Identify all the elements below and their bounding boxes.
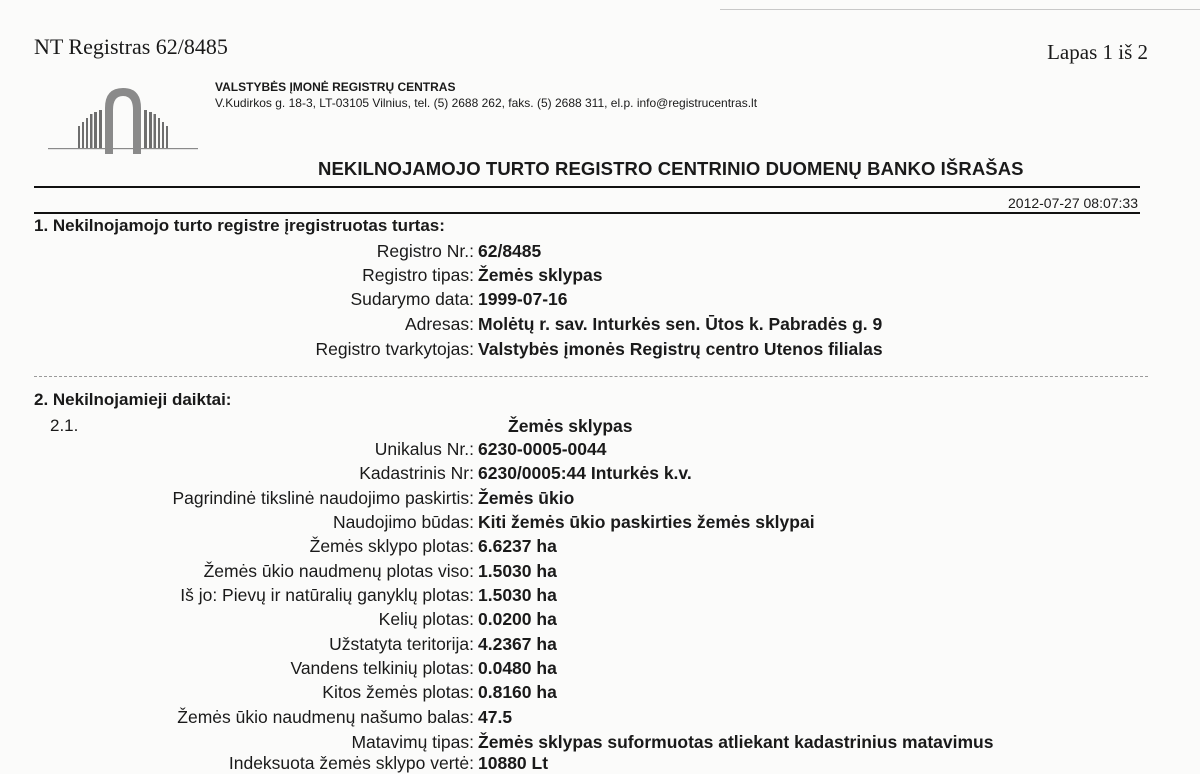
field-value: 10880 Lt xyxy=(478,753,549,773)
field-label: Užstatyta teritorija: xyxy=(329,634,474,654)
field-value: 6.6237 ha xyxy=(478,536,557,556)
field-row xyxy=(0,313,1200,335)
field-row xyxy=(0,633,1200,655)
organization-name: VALSTYBĖS ĮMONĖ REGISTRŲ CENTRAS xyxy=(215,80,456,94)
field-value: 6230/0005:44 Inturkės k.v. xyxy=(478,463,692,483)
field-row xyxy=(0,706,1200,728)
field-label: Žemės sklypo plotas: xyxy=(309,536,474,556)
field-row xyxy=(0,731,1200,753)
field-label: Kadastrinis Nr: xyxy=(359,463,474,483)
field-row xyxy=(0,752,1200,774)
page-indicator: Lapas 1 iš 2 xyxy=(1047,40,1148,64)
field-label: Žemės ūkio naudmenų plotas viso: xyxy=(203,561,474,581)
field-row xyxy=(0,584,1200,606)
scan-edge-line xyxy=(720,9,1200,10)
field-row xyxy=(0,608,1200,630)
field-value: Kiti žemės ūkio paskirties žemės sklypai xyxy=(478,512,815,532)
field-label: Adresas: xyxy=(404,314,474,334)
field-value: 1.5030 ha xyxy=(478,585,557,605)
field-label: Registro Nr.: xyxy=(376,241,474,261)
field-row xyxy=(0,535,1200,557)
document-title: NEKILNOJAMOJO TURTO REGISTRO CENTRINIO DUOMENŲ BANKO IŠRAŠAS xyxy=(318,158,1024,179)
field-row xyxy=(0,657,1200,679)
item-number: 2.1. xyxy=(50,416,79,435)
section-2-title: 2. Nekilnojamieji daiktai: xyxy=(34,390,232,409)
field-label: Unikalus Nr.: xyxy=(374,439,474,459)
field-value: Molėtų r. sav. Inturkės sen. Ūtos k. Pabradės g. 9 xyxy=(478,314,883,334)
document-timestamp: 2012-07-27 08:07:33 xyxy=(1008,195,1138,211)
field-row xyxy=(0,438,1200,460)
field-row xyxy=(0,511,1200,533)
section-1-title: 1. Nekilnojamojo turto registre įregistruotas turtas: xyxy=(34,216,445,235)
field-value: 0.0200 ha xyxy=(478,609,557,629)
field-value: 0.8160 ha xyxy=(478,682,557,702)
section-divider xyxy=(34,376,1148,377)
field-label: Sudarymo data: xyxy=(350,289,474,309)
registry-reference: NT Registras 62/8485 xyxy=(34,34,228,59)
field-label: Iš jo: Pievų ir natūralių ganyklų plotas: xyxy=(180,585,474,605)
item-title: Žemės sklypas xyxy=(508,416,633,436)
field-row xyxy=(0,240,1200,262)
field-row xyxy=(0,462,1200,484)
field-row xyxy=(0,681,1200,703)
field-label: Žemės ūkio naudmenų našumo balas: xyxy=(177,707,474,727)
timestamp-rule xyxy=(34,212,1140,214)
field-value: Valstybės įmonės Registrų centro Utenos filialas xyxy=(478,339,883,359)
field-value: 62/8485 xyxy=(478,241,542,261)
field-row xyxy=(0,338,1200,360)
field-label: Naudojimo būdas: xyxy=(332,512,474,532)
field-label: Matavimų tipas: xyxy=(351,732,474,752)
field-row xyxy=(0,264,1200,286)
field-value: 1999-07-16 xyxy=(478,289,568,309)
field-value: Žemės ūkio xyxy=(478,488,575,508)
field-label: Indeksuota žemės sklypo vertė: xyxy=(228,753,474,773)
header-rule xyxy=(34,186,1140,188)
field-label: Vandens telkinių plotas: xyxy=(290,658,474,678)
field-value: 6230-0005-0044 xyxy=(478,439,607,459)
field-label: Kitos žemės plotas: xyxy=(322,682,474,702)
field-row xyxy=(0,560,1200,582)
field-value: 4.2367 ha xyxy=(478,634,557,654)
registru-centras-logo xyxy=(48,82,198,162)
field-label: Registro tvarkytojas: xyxy=(315,339,474,359)
field-value: 47.5 xyxy=(478,707,513,727)
organization-address: V.Kudirkos g. 18-3, LT-03105 Vilnius, tel. (5) 2688 262, faks. (5) 2688 311, el.p. info@registrucentras.lt xyxy=(215,96,758,110)
field-label: Pagrindinė tikslinė naudojimo paskirtis: xyxy=(172,488,474,508)
field-row xyxy=(0,288,1200,310)
field-label: Registro tipas: xyxy=(362,265,474,285)
field-value: 1.5030 ha xyxy=(478,561,557,581)
field-value: Žemės sklypas suformuotas atliekant kadastrinius matavimus xyxy=(478,732,994,752)
field-value: 0.0480 ha xyxy=(478,658,557,678)
field-label: Kelių plotas: xyxy=(378,609,474,629)
field-value: Žemės sklypas xyxy=(478,265,603,285)
field-row xyxy=(0,487,1200,509)
